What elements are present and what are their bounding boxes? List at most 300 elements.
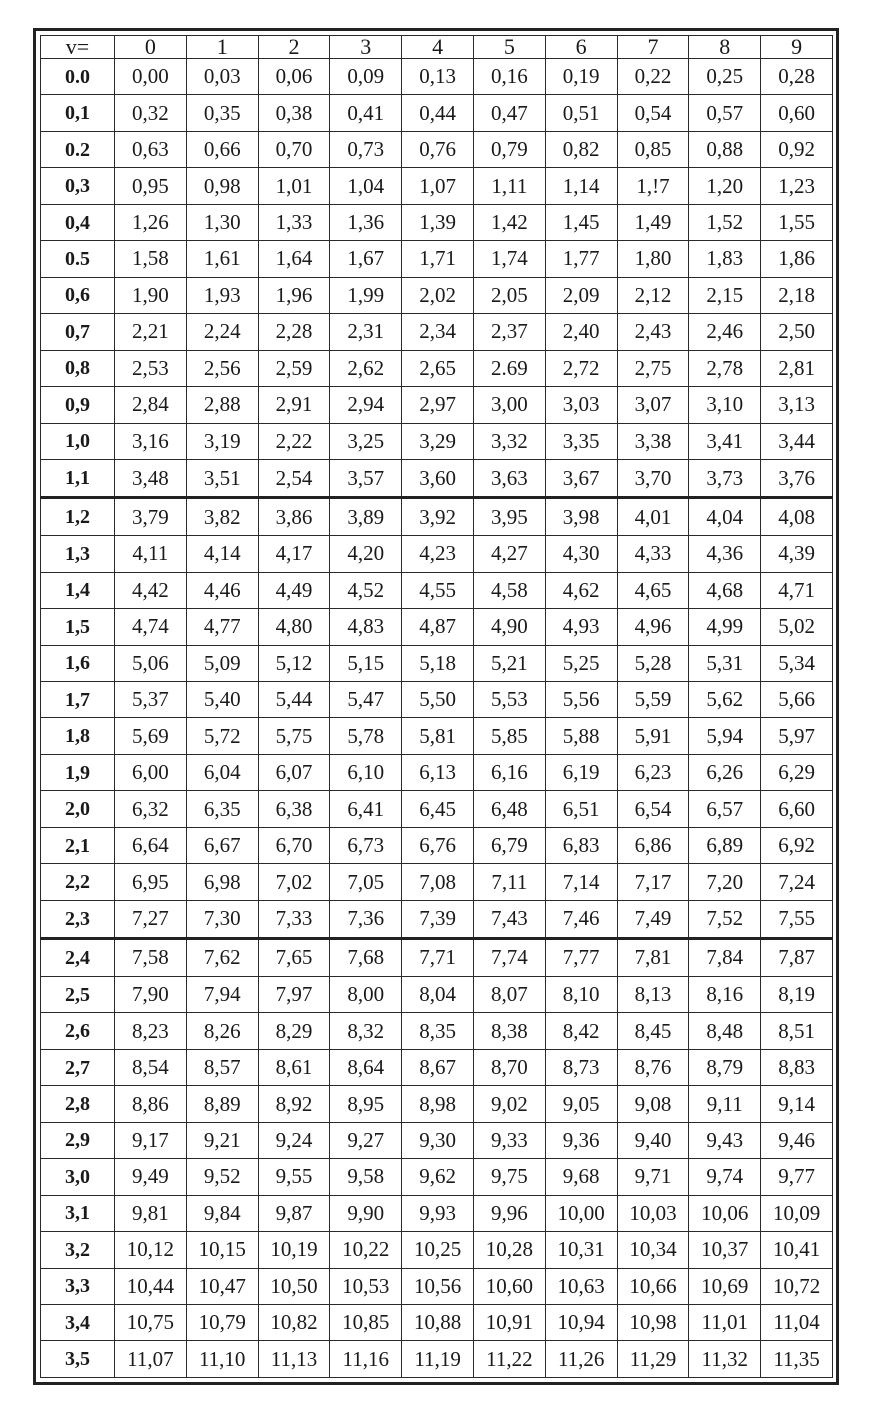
table-cell: 7,43 — [473, 900, 545, 938]
table-cell: 2,21 — [115, 314, 187, 350]
table-cell: 2,28 — [258, 314, 330, 350]
table-cell: 3,29 — [402, 423, 474, 459]
row-label: 2,5 — [41, 976, 115, 1012]
table-cell: 10,00 — [545, 1195, 617, 1231]
table-cell: 3,48 — [115, 459, 187, 497]
table-cell: 3,82 — [186, 498, 258, 536]
table-cell: 2,62 — [330, 350, 402, 386]
table-cell: 10,98 — [617, 1305, 689, 1341]
table-cell: 0,73 — [330, 131, 402, 167]
table-cell: 6,35 — [186, 791, 258, 827]
row-label: 3,1 — [41, 1195, 115, 1231]
table-cell: 6,41 — [330, 791, 402, 827]
row-label: 2,6 — [41, 1013, 115, 1049]
table-row — [41, 498, 833, 536]
table-cell: 6,38 — [258, 791, 330, 827]
table-row — [41, 754, 833, 790]
table-row — [41, 423, 833, 459]
table-cell: 7,17 — [617, 864, 689, 900]
table-cell: 7,33 — [258, 900, 330, 938]
row-label: 2,2 — [41, 864, 115, 900]
table-cell: 9,46 — [761, 1122, 833, 1158]
table-cell: 0,47 — [473, 95, 545, 131]
table-cell: 10,28 — [473, 1232, 545, 1268]
table-cell: 4,99 — [689, 609, 761, 645]
table-cell: 4,42 — [115, 572, 187, 608]
table-cell: 8,57 — [186, 1049, 258, 1085]
table-cell: 1,49 — [617, 204, 689, 240]
header-digit-cell: 2 — [258, 36, 330, 59]
table-cell: 1,14 — [545, 168, 617, 204]
table-cell: 11,13 — [258, 1341, 330, 1378]
table-cell: 10,72 — [761, 1268, 833, 1304]
table-row — [41, 1159, 833, 1195]
header-digit-cell: 8 — [689, 36, 761, 59]
table-row — [41, 314, 833, 350]
table-cell: 8,29 — [258, 1013, 330, 1049]
table-cell: 8,04 — [402, 976, 474, 1012]
table-cell: 0,13 — [402, 59, 474, 95]
table-cell: 0,95 — [115, 168, 187, 204]
table-cell: 1,04 — [330, 168, 402, 204]
table-row — [41, 131, 833, 167]
table-cell: 3,16 — [115, 423, 187, 459]
table-cell: 8,07 — [473, 976, 545, 1012]
table-cell: 7,24 — [761, 864, 833, 900]
table-cell: 0,06 — [258, 59, 330, 95]
table-cell: 0,03 — [186, 59, 258, 95]
table-cell: 4,46 — [186, 572, 258, 608]
table-cell: 0,92 — [761, 131, 833, 167]
table-cell: 0,38 — [258, 95, 330, 131]
table-cell: 3,95 — [473, 498, 545, 536]
header-digit-cell: 1 — [186, 36, 258, 59]
table-cell: 5,78 — [330, 718, 402, 754]
table-cell: 6,04 — [186, 754, 258, 790]
table-row — [41, 1341, 833, 1378]
table-cell: 11,26 — [545, 1341, 617, 1378]
table-cell: 5,62 — [689, 682, 761, 718]
row-label: 0.0 — [41, 59, 115, 95]
table-cell: 4,39 — [761, 536, 833, 572]
table-cell: 1,93 — [186, 277, 258, 313]
table-cell: 2,24 — [186, 314, 258, 350]
table-cell: 5,02 — [761, 609, 833, 645]
table-cell: 7,08 — [402, 864, 474, 900]
table-row — [41, 938, 833, 976]
table-cell: 4,17 — [258, 536, 330, 572]
table-cell: 0,85 — [617, 131, 689, 167]
table-cell: 2,09 — [545, 277, 617, 313]
table-cell: 8,86 — [115, 1086, 187, 1122]
table-row — [41, 459, 833, 497]
table-cell: 1,07 — [402, 168, 474, 204]
table-cell: 7,27 — [115, 900, 187, 938]
table-cell: 3,10 — [689, 387, 761, 423]
header-digit-cell: 5 — [473, 36, 545, 59]
table-frame — [33, 28, 839, 1385]
row-label: 2,4 — [41, 938, 115, 976]
table-cell: 8,26 — [186, 1013, 258, 1049]
table-cell: 1,33 — [258, 204, 330, 240]
table-cell: 4,77 — [186, 609, 258, 645]
table-cell: 3,98 — [545, 498, 617, 536]
table-cell: 10,03 — [617, 1195, 689, 1231]
table-cell: 6,29 — [761, 754, 833, 790]
table-cell: 2,91 — [258, 387, 330, 423]
table-cell: 3,76 — [761, 459, 833, 497]
table-cell: 1,52 — [689, 204, 761, 240]
table-cell: 2,22 — [258, 423, 330, 459]
table-cell: 0,88 — [689, 131, 761, 167]
table-cell: 5,94 — [689, 718, 761, 754]
table-cell: 6,26 — [689, 754, 761, 790]
table-cell: 11,32 — [689, 1341, 761, 1378]
table-cell: 8,98 — [402, 1086, 474, 1122]
table-cell: 5,31 — [689, 645, 761, 681]
table-cell: 6,98 — [186, 864, 258, 900]
table-cell: 10,88 — [402, 1305, 474, 1341]
table-cell: 8,23 — [115, 1013, 187, 1049]
table-cell: 3,51 — [186, 459, 258, 497]
table-cell: 5,37 — [115, 682, 187, 718]
table-row — [41, 204, 833, 240]
table-cell: 8,79 — [689, 1049, 761, 1085]
table-cell: 4,74 — [115, 609, 187, 645]
table-cell: 3,89 — [330, 498, 402, 536]
table-cell: 10,12 — [115, 1232, 187, 1268]
table-cell: 5,12 — [258, 645, 330, 681]
table-row — [41, 168, 833, 204]
table-cell: 7,58 — [115, 938, 187, 976]
row-label: 2,3 — [41, 900, 115, 938]
table-cell: 6,51 — [545, 791, 617, 827]
table-cell: 6,00 — [115, 754, 187, 790]
table-cell: 4,65 — [617, 572, 689, 608]
table-cell: 1,36 — [330, 204, 402, 240]
table-cell: 1,90 — [115, 277, 187, 313]
table-cell: 5,44 — [258, 682, 330, 718]
table-cell: 11,35 — [761, 1341, 833, 1378]
table-cell: 3,73 — [689, 459, 761, 497]
row-label: 1,3 — [41, 536, 115, 572]
table-cell: 2,94 — [330, 387, 402, 423]
table-row — [41, 1305, 833, 1341]
table-cell: 7,87 — [761, 938, 833, 976]
table-cell: 4,90 — [473, 609, 545, 645]
table-cell: 8,38 — [473, 1013, 545, 1049]
table-cell: 2,65 — [402, 350, 474, 386]
table-cell: 5,15 — [330, 645, 402, 681]
table-cell: 6,73 — [330, 827, 402, 863]
table-cell: 2,18 — [761, 277, 833, 313]
table-cell: 10,75 — [115, 1305, 187, 1341]
table-cell: 1,96 — [258, 277, 330, 313]
table-cell: 9,58 — [330, 1159, 402, 1195]
table-cell: 5,66 — [761, 682, 833, 718]
table-cell: 2,84 — [115, 387, 187, 423]
table-cell: 3,70 — [617, 459, 689, 497]
table-cell: 9,77 — [761, 1159, 833, 1195]
table-cell: 7,05 — [330, 864, 402, 900]
table-cell: 1,86 — [761, 241, 833, 277]
header-row — [41, 36, 833, 59]
table-cell: 9,36 — [545, 1122, 617, 1158]
table-cell: 2,46 — [689, 314, 761, 350]
table-cell: 3,32 — [473, 423, 545, 459]
table-cell: 9,02 — [473, 1086, 545, 1122]
table-cell: 0,54 — [617, 95, 689, 131]
table-cell: 2,50 — [761, 314, 833, 350]
table-cell: 1,23 — [761, 168, 833, 204]
table-cell: 9,87 — [258, 1195, 330, 1231]
table-cell: 6,86 — [617, 827, 689, 863]
row-label: 1,7 — [41, 682, 115, 718]
table-cell: 1,83 — [689, 241, 761, 277]
table-cell: 3,25 — [330, 423, 402, 459]
table-cell: 10,41 — [761, 1232, 833, 1268]
row-label: 3,3 — [41, 1268, 115, 1304]
table-cell: 6,67 — [186, 827, 258, 863]
table-cell: 2,12 — [617, 277, 689, 313]
header-digit-cell: 3 — [330, 36, 402, 59]
table-cell: 8,10 — [545, 976, 617, 1012]
table-cell: 6,57 — [689, 791, 761, 827]
table-row — [41, 682, 833, 718]
row-label: 3,2 — [41, 1232, 115, 1268]
table-cell: 5,18 — [402, 645, 474, 681]
table-cell: 9,08 — [617, 1086, 689, 1122]
table-cell: 10,91 — [473, 1305, 545, 1341]
table-row — [41, 1013, 833, 1049]
table-cell: 6,19 — [545, 754, 617, 790]
table-cell: 7,74 — [473, 938, 545, 976]
table-cell: 0,60 — [761, 95, 833, 131]
table-cell: 4,49 — [258, 572, 330, 608]
table-cell: 2,53 — [115, 350, 187, 386]
table-cell: 4,14 — [186, 536, 258, 572]
table-cell: 0,44 — [402, 95, 474, 131]
table-cell: 5,21 — [473, 645, 545, 681]
table-cell: 6,16 — [473, 754, 545, 790]
table-cell: 1,30 — [186, 204, 258, 240]
table-cell: 5,06 — [115, 645, 187, 681]
table-cell: 1,39 — [402, 204, 474, 240]
table-row — [41, 1195, 833, 1231]
table-cell: 9,52 — [186, 1159, 258, 1195]
table-cell: 10,53 — [330, 1268, 402, 1304]
header-digit-cell: 0 — [115, 36, 187, 59]
row-label: 1,2 — [41, 498, 115, 536]
table-cell: 1,26 — [115, 204, 187, 240]
table-cell: 0,98 — [186, 168, 258, 204]
table-cell: 5,72 — [186, 718, 258, 754]
row-label: 2,7 — [41, 1049, 115, 1085]
table-cell: 8,64 — [330, 1049, 402, 1085]
table-cell: 0,09 — [330, 59, 402, 95]
table-cell: 9,68 — [545, 1159, 617, 1195]
table-cell: 9,11 — [689, 1086, 761, 1122]
table-cell: 7,68 — [330, 938, 402, 976]
table-cell: 7,49 — [617, 900, 689, 938]
table-cell: 3,00 — [473, 387, 545, 423]
table-cell: 0,51 — [545, 95, 617, 131]
table-row — [41, 95, 833, 131]
table-cell: 6,95 — [115, 864, 187, 900]
table-cell: 7,52 — [689, 900, 761, 938]
row-label: 2,9 — [41, 1122, 115, 1158]
table-cell: 9,05 — [545, 1086, 617, 1122]
table-cell: 3,92 — [402, 498, 474, 536]
table-cell: 1,55 — [761, 204, 833, 240]
table-cell: 5,85 — [473, 718, 545, 754]
table-row — [41, 241, 833, 277]
table-cell: 5,91 — [617, 718, 689, 754]
table-cell: 8,61 — [258, 1049, 330, 1085]
table-cell: 6,07 — [258, 754, 330, 790]
table-cell: 10,15 — [186, 1232, 258, 1268]
table-cell: 1,67 — [330, 241, 402, 277]
table-cell: 9,96 — [473, 1195, 545, 1231]
table-cell: 6,64 — [115, 827, 187, 863]
table-cell: 3,86 — [258, 498, 330, 536]
table-header — [41, 36, 833, 59]
row-label: 0,1 — [41, 95, 115, 131]
table-cell: 4,33 — [617, 536, 689, 572]
table-cell: 2,56 — [186, 350, 258, 386]
table-cell: 3,35 — [545, 423, 617, 459]
table-cell: 8,42 — [545, 1013, 617, 1049]
table-cell: 0,57 — [689, 95, 761, 131]
table-cell: 9,62 — [402, 1159, 474, 1195]
table-cell: 5,09 — [186, 645, 258, 681]
table-cell: 5,88 — [545, 718, 617, 754]
table-cell: 10,25 — [402, 1232, 474, 1268]
row-label: 1,0 — [41, 423, 115, 459]
table-cell: 10,63 — [545, 1268, 617, 1304]
table-cell: 9,24 — [258, 1122, 330, 1158]
table-cell: 2,05 — [473, 277, 545, 313]
table-cell: 10,60 — [473, 1268, 545, 1304]
table-cell: 5,81 — [402, 718, 474, 754]
table-row — [41, 791, 833, 827]
table-cell: 11,16 — [330, 1341, 402, 1378]
table-cell: 9,81 — [115, 1195, 187, 1231]
table-cell: 8,76 — [617, 1049, 689, 1085]
table-cell: 2,34 — [402, 314, 474, 350]
table-cell: 0,63 — [115, 131, 187, 167]
table-row — [41, 645, 833, 681]
table-cell: 2,81 — [761, 350, 833, 386]
table-cell: 10,69 — [689, 1268, 761, 1304]
table-cell: 7,84 — [689, 938, 761, 976]
table-cell: 4,04 — [689, 498, 761, 536]
table-cell: 9,40 — [617, 1122, 689, 1158]
table-cell: 7,97 — [258, 976, 330, 1012]
table-cell: 3,57 — [330, 459, 402, 497]
table-cell: 9,43 — [689, 1122, 761, 1158]
table-cell: 6,48 — [473, 791, 545, 827]
table-cell: 10,06 — [689, 1195, 761, 1231]
table-cell: 7,11 — [473, 864, 545, 900]
header-variable-label: v= — [41, 36, 115, 59]
table-cell: 8,95 — [330, 1086, 402, 1122]
table-cell: 5,28 — [617, 645, 689, 681]
table-cell: 3,79 — [115, 498, 187, 536]
row-label: 0,7 — [41, 314, 115, 350]
table-cell: 0,25 — [689, 59, 761, 95]
table-row — [41, 1049, 833, 1085]
table-cell: 9,71 — [617, 1159, 689, 1195]
table-cell: 2,54 — [258, 459, 330, 497]
table-cell: 8,32 — [330, 1013, 402, 1049]
table-cell: 3,07 — [617, 387, 689, 423]
table-cell: 1,!7 — [617, 168, 689, 204]
table-body — [41, 59, 833, 1378]
table-cell: 4,80 — [258, 609, 330, 645]
table-cell: 2,72 — [545, 350, 617, 386]
table-row — [41, 827, 833, 863]
table-cell: 9,75 — [473, 1159, 545, 1195]
table-cell: 5,50 — [402, 682, 474, 718]
header-digit-cell: 6 — [545, 36, 617, 59]
table-cell: 9,74 — [689, 1159, 761, 1195]
row-label: 2,8 — [41, 1086, 115, 1122]
table-cell: 4,68 — [689, 572, 761, 608]
table-cell: 5,47 — [330, 682, 402, 718]
table-cell: 4,23 — [402, 536, 474, 572]
table-cell: 11,10 — [186, 1341, 258, 1378]
table-cell: 10,66 — [617, 1268, 689, 1304]
table-cell: 8,35 — [402, 1013, 474, 1049]
table-cell: 4,20 — [330, 536, 402, 572]
table-cell: 7,02 — [258, 864, 330, 900]
table-cell: 1,71 — [402, 241, 474, 277]
table-cell: 10,37 — [689, 1232, 761, 1268]
table-cell: 4,55 — [402, 572, 474, 608]
header-digit-cell: 4 — [402, 36, 474, 59]
table-cell: 11,22 — [473, 1341, 545, 1378]
table-cell: 6,70 — [258, 827, 330, 863]
table-cell: 7,77 — [545, 938, 617, 976]
table-cell: 9,90 — [330, 1195, 402, 1231]
table-cell: 2,31 — [330, 314, 402, 350]
table-cell: 8,16 — [689, 976, 761, 1012]
table-cell: 1,99 — [330, 277, 402, 313]
table-cell: 2,75 — [617, 350, 689, 386]
table-cell: 9,21 — [186, 1122, 258, 1158]
table-cell: 0,22 — [617, 59, 689, 95]
table-cell: 2,43 — [617, 314, 689, 350]
table-cell: 4,11 — [115, 536, 187, 572]
table-cell: 7,81 — [617, 938, 689, 976]
table-cell: 6,45 — [402, 791, 474, 827]
table-row — [41, 864, 833, 900]
table-row — [41, 1232, 833, 1268]
table-cell: 5,40 — [186, 682, 258, 718]
table-cell: 4,27 — [473, 536, 545, 572]
table-cell: 7,30 — [186, 900, 258, 938]
table-cell: 9,49 — [115, 1159, 187, 1195]
table-cell: 7,90 — [115, 976, 187, 1012]
table-cell: 8,51 — [761, 1013, 833, 1049]
table-row — [41, 609, 833, 645]
table-cell: 3,13 — [761, 387, 833, 423]
table-cell: 10,56 — [402, 1268, 474, 1304]
table-cell: 8,89 — [186, 1086, 258, 1122]
table-cell: 8,19 — [761, 976, 833, 1012]
table-cell: 4,58 — [473, 572, 545, 608]
